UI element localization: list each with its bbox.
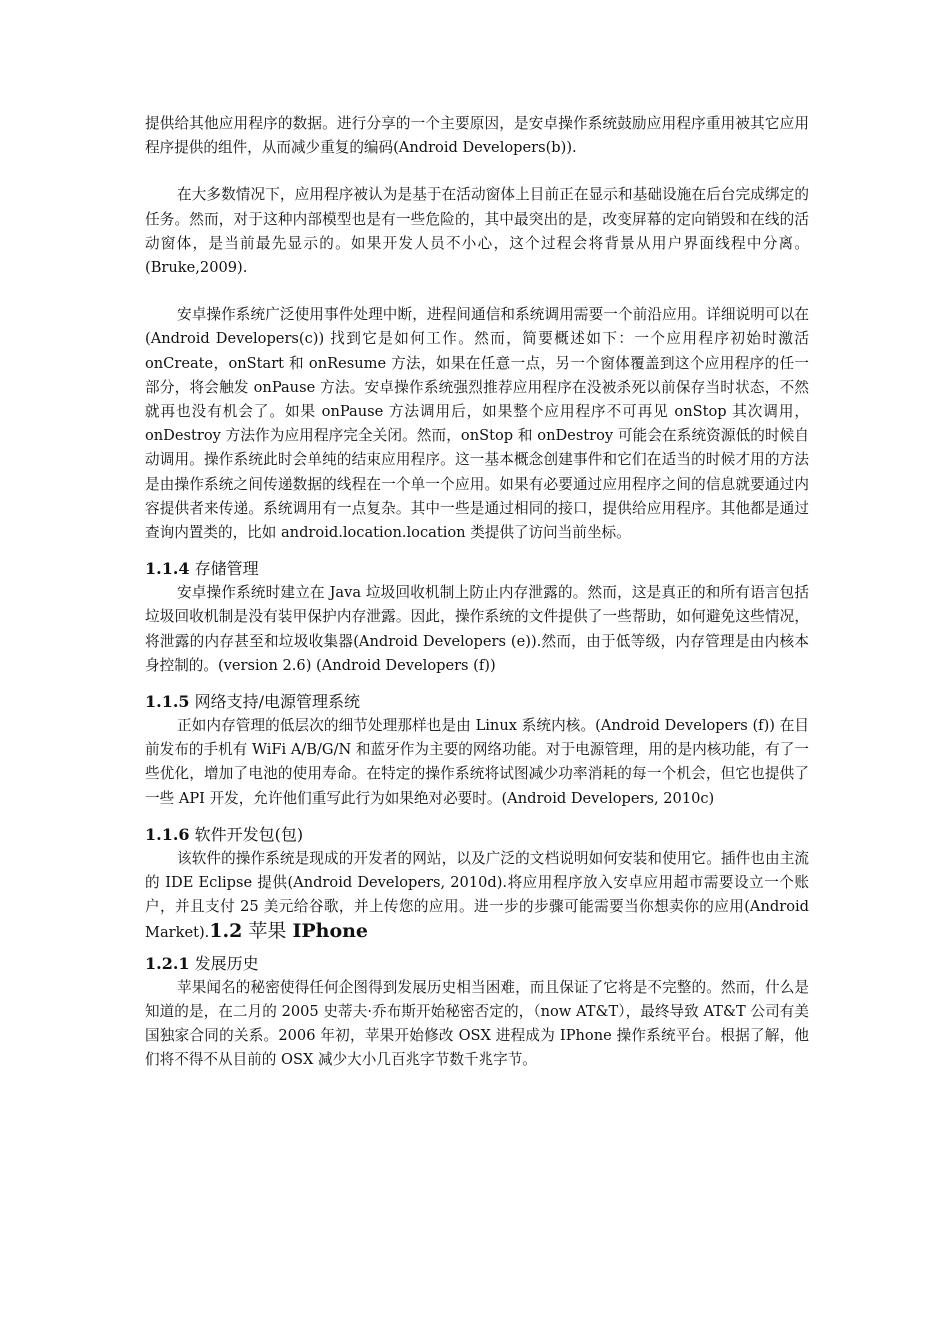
heading-1-2-1 <box>145 952 809 976</box>
heading-title: 苹果 <box>242 920 293 943</box>
heading-number: 1.2 <box>209 920 243 943</box>
paragraph-iphone-history: 苹果闻名的秘密使得任何企图得到发展历史相当困难，而且保证了它将是不完整的。然而，什么是知道的是，在二月的 2005 史蒂夫·乔布斯开始秘密否定的，（now AT&T），最终导致 AT&T 公司有美国独家合同的关系。2006 年初，苹果开始修改 OSX 进程成为 IPhone 操作系统平台。根据了解，他们将不得不从目前的 OSX 减少大小几百兆字节数千兆字节。 <box>145 978 809 1069</box>
paragraph-network-power: 正如内存管理的低层次的细节处理那样也是由 Linux 系统内核。(Android Developers (f)) 在目前发布的手机有 WiFi A/B/G/N 和蓝牙作为主要的网络功能。对于电源管理，用的是内核功能，有了一些优化，增加了电池的使用寿命。在特定的操作系统将试图减少功率消耗的每一个机会，但它也提供了一些 API 开发，允许他们重写此行为如果绝对必要时。(Android Developers, 2010c) <box>145 717 809 807</box>
heading-number: 1.2.1 <box>145 953 190 973</box>
paragraph-memory-management: 安卓操作系统时建立在 Java 垃圾回收机制上防止内存泄露的。然而，这是真正的和所有语言包括垃圾回收机制是没有装甲保护内存泄露。因此，操作系统的文件提供了一些帮助，如何避免这些情况，将泄露的内存甚至和垃圾收集器(Android Developers (e)).然而，由于低等级，内存管理是由内核本身控制的。(version 2.6) (Android Developers (f)) <box>145 584 809 674</box>
paragraph-sdk <box>145 847 809 946</box>
heading-1-1-6 <box>145 823 809 847</box>
heading-title: 发展历史 <box>189 953 259 973</box>
heading-number: 1.1.4 <box>145 559 190 579</box>
heading-1-2 <box>209 920 368 942</box>
paragraph-gap <box>145 678 809 690</box>
heading-number: 1.1.6 <box>145 824 190 844</box>
paragraph-gap <box>145 160 809 183</box>
heading-1-1-4 <box>145 557 809 581</box>
paragraph-activity-model: 在大多数情况下，应用程序被认为是基于在活动窗体上目前正在显示和基础设施在后台完成绑定的任务。然而，对于这种内部模型也是有一些危险的，其中最突出的是，改变屏幕的定向销毁和在线的活动窗体，是当前最先显示的。如果开发人员不小心，这个过程会将背景从用户界面线程中分离。(Bruke,2009). <box>145 186 809 277</box>
paragraph-gap <box>145 280 809 303</box>
heading-title: 存储管理 <box>189 559 259 579</box>
document-page <box>145 112 809 1073</box>
paragraph-gap <box>145 545 809 557</box>
heading-title-bold: IPhone <box>292 920 369 943</box>
paragraph-gap <box>145 811 809 823</box>
heading-title: 网络支持/电源管理系统 <box>189 692 361 712</box>
heading-number: 1.1.5 <box>145 692 190 712</box>
paragraph-data-sharing: 提供给其他应用程序的数据。进行分享的一个主要原因，是安卓操作系统鼓励应用程序重用被其它应用程序提供的组件，从而减少重复的编码(Android Developers(b)). <box>145 115 809 157</box>
heading-1-1-5 <box>145 690 809 714</box>
heading-title: 软件开发包(包) <box>189 824 304 844</box>
paragraph-event-handling: 安卓操作系统广泛使用事件处理中断，进程间通信和系统调用需要一个前沿应用。详细说明可以在(Android Developers(c)) 找到它是如何工作。然而，简要概述如下：一个应用程序初始时激活 onCreate，onStart 和 onResume 方法，如果在任意一点，另一个窗体覆盖到这个应用程序的任一部分，将会触发 onPause 方法。安卓操作系统强烈推荐应用程序在没被杀死以前保存当时状态，不然就再也没有机会了。如果 onPause 方法调用后，如果整个应用程序不可再见 onStop 其次调用，onDestroy 方法作为应用程序完全关闭。然而，onStop 和 onDestroy 可能会在系统资源低的时候自动调用。操作系统此时会单纯的结束应用程序。这一基本概念创建事件和它们在适当的时候才用的方法是由操作系统之间传递数据的线程在一个单一个应用。如果有必要通过应用程序之间的信息就要通过内容提供者来传递。系统调用有一点复杂。其中一些是通过相同的接口，提供给应用程序。其他都是通过查询内置类的，比如 android.location.location 类提供了访问当前坐标。 <box>145 306 809 542</box>
paragraph-sdk-text: 该软件的操作系统是现成的开发者的网站，以及广泛的文档说明如何安装和使用它。插件也由主流的 IDE Eclipse 提供(Android Developers, 2010d).将应用程序放入安卓应用超市需要设立一个账户，并且支付 25 美元给谷歌，并上传您的应用。进一步的步骤可能需要当你想卖你的应用(Android Market). <box>145 849 809 942</box>
